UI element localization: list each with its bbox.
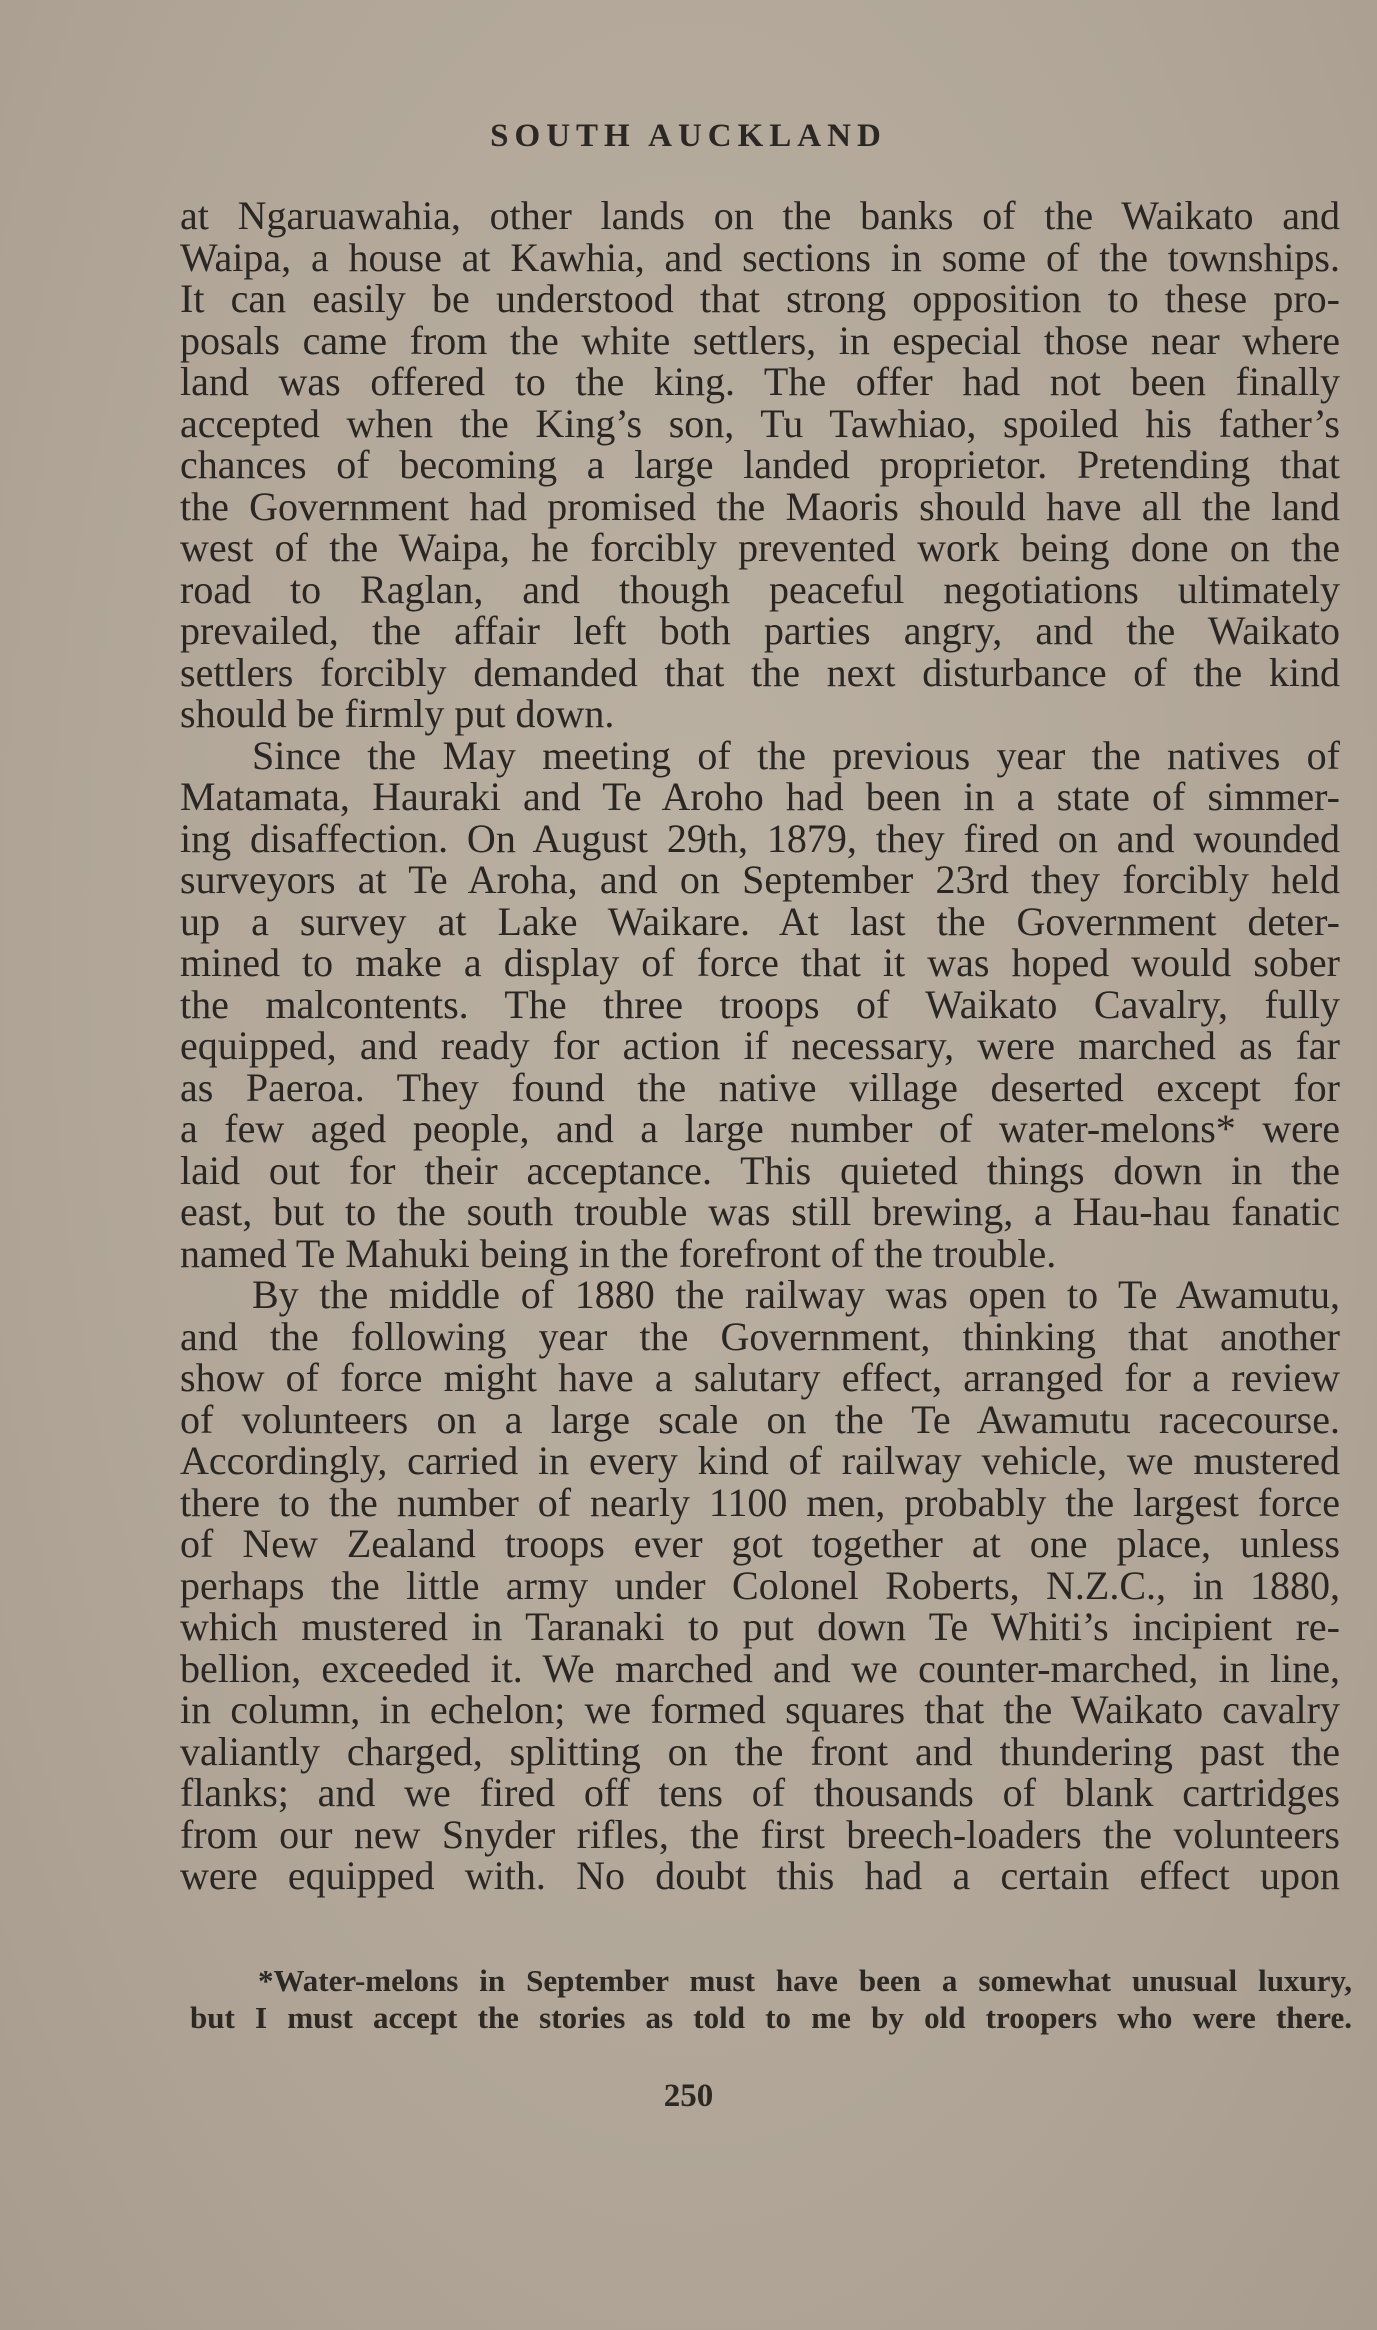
text-line: surveyors at Te Aroha, and on September 23rd they forcibly held	[180, 857, 1340, 902]
footnote	[190, 1962, 1352, 2036]
text-line: the Government had promised the Maoris should have all the land	[180, 483, 1340, 529]
text-line: of volunteers on a large scale on the Te Awamutu racecourse.	[180, 1396, 1340, 1442]
paragraph-end-line: should be firmly put down.	[180, 691, 615, 736]
text-line: ing disaffection. On August 29th, 1879, they fired on and wounded	[180, 815, 1340, 861]
text-line: and the following year the Government, thinking that another	[180, 1313, 1340, 1359]
running-header: SOUTH AUCKLAND	[490, 118, 887, 154]
page-number: 250	[663, 2078, 714, 2114]
text-line: bellion, exceeded it. We marched and we counter-marched, in line,	[180, 1645, 1340, 1691]
paragraph-first-line: Since the May meeting of the previous year the natives of	[252, 732, 1340, 778]
text-line: prevailed, the affair left both parties angry, and the Waikato	[180, 608, 1340, 653]
text-line: flanks; and we fired off tens of thousands of blank cartridges	[180, 1770, 1340, 1815]
text-line: land was offered to the king. The offer had not been finally	[180, 359, 1340, 404]
text-line: accepted when the King’s son, Tu Tawhiao, spoiled his father’s	[180, 400, 1340, 446]
text-line: Waipa, a house at Kawhia, and sections in some of the townships.	[180, 234, 1340, 280]
paragraph-end-line: named Te Mahuki being in the forefront of the trouble.	[180, 1230, 1057, 1276]
text-line: perhaps the little army under Colonel Roberts, N.Z.C., in 1880,	[180, 1562, 1340, 1608]
text-line: east, but to the south trouble was still brewing, a Hau-hau fanatic	[180, 1189, 1340, 1234]
footnote-line: *Water-melons in September must have been a somewhat unusual luxury,	[258, 1963, 1352, 1998]
text-line: in column, in echelon; we formed squares that the Waikato cavalry	[180, 1687, 1340, 1732]
text-line: chances of becoming a large landed proprietor. Pretending that	[180, 442, 1340, 487]
text-line: laid out for their acceptance. This quieted things down in the	[180, 1147, 1340, 1193]
text-line: Accordingly, carried in every kind of railway vehicle, we mustered	[180, 1438, 1340, 1483]
text-line: equipped, and ready for action if necessary, were marched as far	[180, 1023, 1340, 1068]
text-line: the malcontents. The three troops of Waikato Cavalry, fully	[180, 981, 1340, 1027]
text-line: valiantly charged, splitting on the front and thundering past the	[180, 1728, 1340, 1774]
body-text	[180, 195, 1340, 1897]
text-line: which mustered in Taranaki to put down Te Whiti’s incipient re-	[180, 1604, 1340, 1649]
paragraph-first-line: By the middle of 1880 the railway was open to Te Awamutu,	[252, 1272, 1340, 1317]
text-line: at Ngaruawahia, other lands on the banks of the Waikato and	[180, 193, 1340, 238]
text-line: from our new Snyder rifles, the first breech-loaders the volunteers	[180, 1811, 1340, 1857]
text-line: posals came from the white settlers, in especial those near where	[180, 317, 1340, 363]
text-line: It can easily be understood that strong opposition to these pro-	[180, 276, 1340, 321]
text-line: west of the Waipa, he forcibly prevented work being done on the	[180, 525, 1340, 570]
text-line: road to Raglan, and though peaceful negotiations ultimately	[180, 566, 1340, 612]
text-line: Matamata, Hauraki and Te Aroho had been in a state of simmer-	[180, 774, 1340, 819]
text-line: up a survey at Lake Waikare. At last the Government deter-	[180, 898, 1340, 944]
text-line: were equipped with. No doubt this had a certain effect upon	[180, 1853, 1340, 1898]
text-line: there to the number of nearly 1100 men, probably the largest force	[180, 1479, 1340, 1525]
text-line: a few aged people, and a large number of water-melons* were	[180, 1106, 1340, 1151]
text-line: as Paeroa. They found the native village deserted except for	[180, 1064, 1340, 1110]
text-line: mined to make a display of force that it was hoped would sober	[180, 940, 1340, 985]
text-line: settlers forcibly demanded that the next disturbance of the kind	[180, 649, 1340, 695]
text-line: of New Zealand troops ever got together at one place, unless	[180, 1521, 1340, 1566]
text-line: show of force might have a salutary effect, arranged for a review	[180, 1355, 1340, 1400]
footnote-line: but I must accept the stories as told to me by old troopers who were there.	[190, 2000, 1352, 2035]
